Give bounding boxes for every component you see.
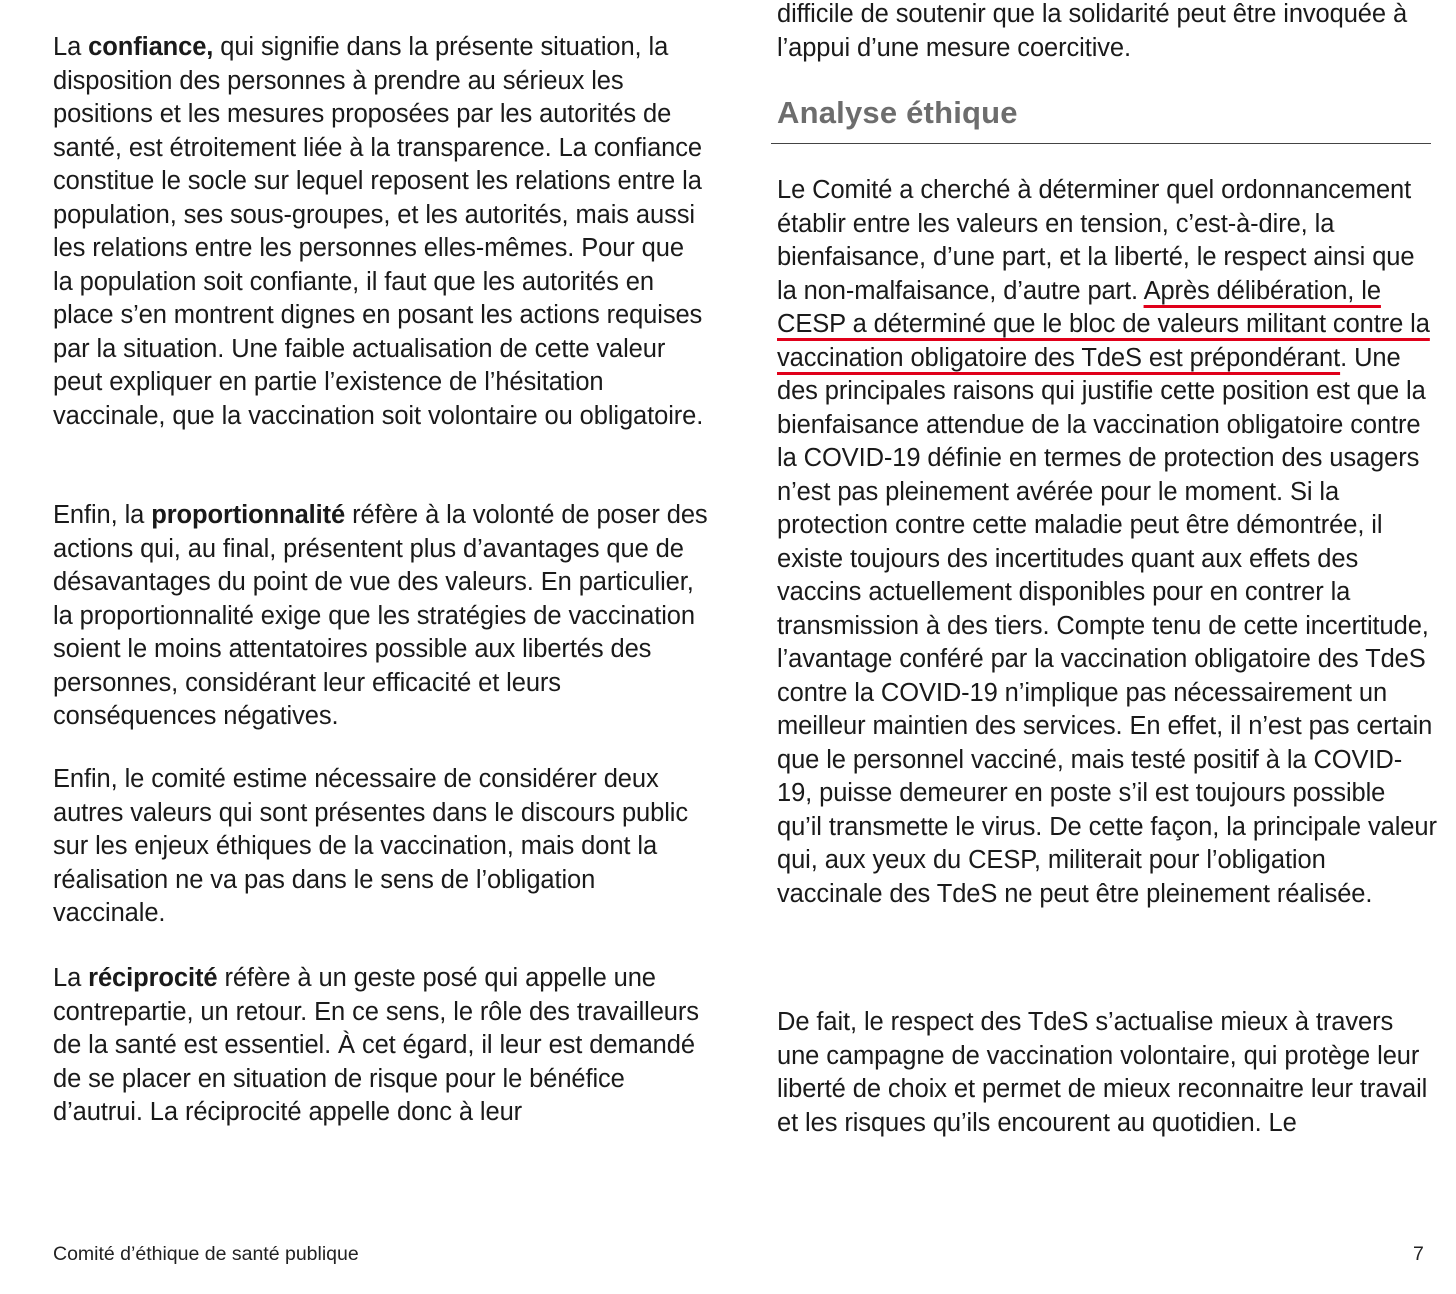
text-span: Le Comité a cherché à déterminer quel ordonnancement établir entre les valeurs en tension, c’est-à-dire, la bienfaisance, d’une part, et la liberté, le respect ainsi que la non-malfaisance, d’autre part. <box>777 176 1415 305</box>
paragraph-analyse <box>777 174 1437 911</box>
section-heading: Analyse éthique <box>777 95 1018 130</box>
paragraph-reciprocite <box>53 962 709 1130</box>
text-span: réfère à un geste posé qui appelle une contrepartie, un retour. En ce sens, le rôle des travailleurs de la santé est essentiel. À cet égard, il leur est demandé de se placer en situation de risque pour le bénéfice d’autrui. La réciprocité appelle donc à leur <box>53 964 699 1126</box>
red-underlined-passage: Après délibération, le CESP a déterminé que le bloc de valeurs militant contre la vaccination obligatoire des TdeS est prépondérant <box>777 276 1430 372</box>
text-span: réfère à la volonté de poser des actions qui, au final, présentent plus d’avantages que de désavantages du point de vue des valeurs. En particulier, la proportionnalité exige que les stratégies de vaccination soient le moins attentatoires possible aux libertés des personnes, considérant leur efficacité et leurs conséquences négatives. <box>53 501 708 730</box>
term-proportionnalite: proportionnalité <box>151 501 346 529</box>
paragraph-confiance <box>53 31 709 433</box>
paragraph-autres-valeurs: Enfin, le comité estime nécessaire de considérer deux autres valeurs qui sont présentes dans le discours public sur les enjeux éthiques de la vaccination, mais dont la réalisation ne va pas dans le sens de l’obligation vaccinale. <box>53 765 688 927</box>
paragraph-solidarite-end: difficile de soutenir que la solidarité peut être invoquée à l’appui d’une mesure coercitive. <box>777 0 1408 62</box>
footer-organization: Comité d’éthique de santé publique <box>53 1243 359 1265</box>
text-span: qui signifie dans la présente situation, la disposition des personnes à prendre au sérieux les positions et les mesures proposées par les autorités de santé, est étroitement liée à la transparence. La confiance constitue le socle sur lequel reposent les relations entre la population, ses sous-groupes, et les autorités, mais aussi les relations entre les personnes elles-mêmes. Pour que la population soit confiante, il faut que les autorités en place s’en montrent dignes en posant les actions requises par la situation. Une faible actualisation de cette valeur peut expliquer en partie l’existence de l’hésitation vaccinale, que la vaccination soit volontaire ou obligatoire. <box>53 33 704 430</box>
page-number: 7 <box>1413 1243 1424 1265</box>
text-span: Enfin, la <box>53 501 152 529</box>
paragraph-proportionnalite <box>53 499 709 734</box>
text-span: La <box>53 964 89 992</box>
text-span: . Une des principales raisons qui justifie cette position est que la bienfaisance attendue de la vaccination obligatoire contre la COVID-19 définie en termes de protection des usagers n’est pas pleinement avérée pour le moment. Si la protection contre cette maladie peut être démontrée, il existe toujours des incertitudes quant aux effets des vaccins actuellement disponibles pour en contrer la transmission à des tiers. Compte tenu de cette incertitude, l’avantage conféré par la vaccination obligatoire des TdeS contre la COVID-19 n’implique pas nécessairement un meilleur maintien des services. En effet, il n’est pas certain que le personnel vacciné, mais testé positif à la COVID-19, puisse demeurer en poste s’il est toujours possible qu’il transmette le virus. De cette façon, la principale valeur qui, aux yeux du CESP, militerait pour l’obligation vaccinale des TdeS ne peut être pleinement réalisée. <box>777 343 1437 908</box>
heading-divider <box>771 143 1431 144</box>
text-span: La <box>53 33 89 61</box>
paragraph-respect: De fait, le respect des TdeS s’actualise mieux à travers une campagne de vaccination volontaire, qui protège leur liberté de choix et permet de mieux reconnaitre leur travail et les risques qu’ils encourent au quotidien. Le <box>777 1008 1428 1137</box>
term-confiance: confiance, <box>88 33 214 61</box>
term-reciprocite: réciprocité <box>88 964 218 992</box>
